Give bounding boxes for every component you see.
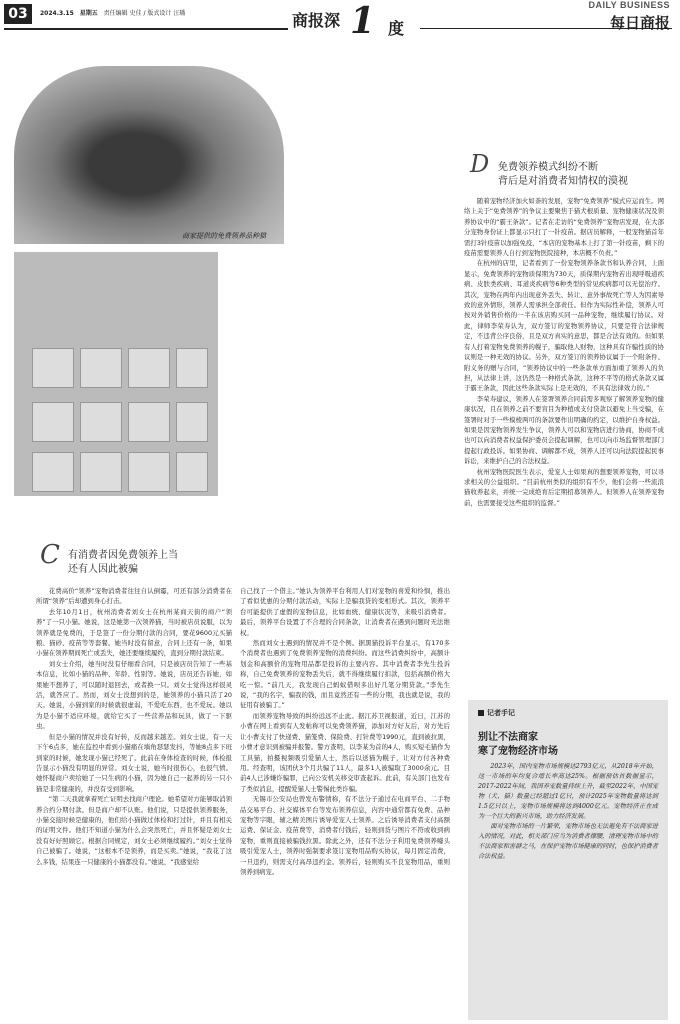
reporter-note-label: 记者手记 xyxy=(478,708,515,718)
paragraph: 面对宠物市场的一片繁荣，宠物市场也无法避免有不法商家进入的情况，对此，相关部门应当为消费者撑腰，清理宠物市场中的不法商家和害群之马，在保护宠物市场健康的同时，也保护消费者合法权益。 xyxy=(478,823,658,860)
header-rule-left xyxy=(4,28,288,30)
editor-credits: 责任编辑 史佳 / 版式设计 汪璠 xyxy=(103,10,186,17)
photo-caption: 商家提供的免费领养品种猫 xyxy=(182,232,266,240)
cage-image xyxy=(176,452,208,492)
paragraph: 在杭州的店里，记者看到了一份宠物领养条款书和认养合同，上面显示，免费领养的宠物质保期为730天，质保期内宠物若出现呼吸道疾病、皮肤类疾病、耳道炎疾病等6种类型的常见疾病都可以无偿治疗。其次，宠物在两年内出现意外丢失、转让、意外事故死亡等人为因素导致的意外情形，领养人需承担全部责任。但作为实际性补偿，领养人可按对外销售价格的一半在该店购买同一品种宠物，继续履行协议。对此，律师李荣寿认为，双方签订的宠物领养协议，只要是符合法律规定，不违背公序良俗，且是双方真实的意思，都是合法有效的。但如果有人打着宠物免费领养的幌子，骗取他人财物，这种具有诈骗性质的协议则是一种无效的协议。另外，双方签订的领养协议属于一个附条件、附义务的赠与合同，“领养协议中的一些条款单方面加重了领养人的负担，从法律上讲，这仍然是一种格式条款，这种不平等的格式条款又属于霸王条款，因此这些条款实际上是无效的，不具有法律效力的。” xyxy=(464,259,664,393)
paragraph: 但是小猫的情况并没有好转，反而越来越差。刘女士说，有一天下午6点多，她在监控中看到小猫痛在墙角瑟瑟发抖，等她8点多下班到家的时候，她发现小猫已经死了。此前在身体检查的时候，体检报告显示小猫没有明显的异常。刘女士说，她当时很伤心，也很气愤。她怀疑商户卖给她了一只生病的小猫，因为她自己一起养的另一只小猫是非常健康的，并没有受到影响。 xyxy=(36,732,232,793)
kitten-photo xyxy=(14,66,284,244)
pet-store-cages-photo xyxy=(14,252,218,496)
column-title-number: 1 xyxy=(350,0,376,42)
paragraph: 刘女士介绍，她当时没有仔细看合同，只是被店员告知了一些基本信息，比如小猫的品种、年龄、性别等。她说，店员还告诉她，如果她不想养了，可以随时退回去，或者换一只。刘女士觉得这样很灵活，就答应了。然而，刘女士没想到的是，她领养的小猫只活了20天。她说，小猫到家的时候就很虚弱，不爱吃东西，也不爱玩。她以为是小猫不适应环境，就给它买了一些营养品和玩具，做了一下驱虫。 xyxy=(36,659,232,731)
cage-image xyxy=(32,402,74,442)
cage-image xyxy=(176,402,208,442)
cage-image xyxy=(80,452,122,492)
paragraph: 去年10月1日，杭州消费者刘女士在杭州某商天街的商户“领养”了一只小猫。她说，这是她第一次领养猫，当时被店员说服，以为领养就是免费的，于是签了一份分期付款的合同，要花9600元买猫粮、猫砂、疫苗等等套餐。她当时没有留意，合同上还有一条，如果小猫在领养期间死亡或丢失，她还要继续履约，直到分期付款结束。 xyxy=(36,607,232,658)
paragraph: 杭州宠物医院医生表示，爱宠人士如果真的想要领养宠物，可以寻求相关的公益组织。“目前杭州类似的组织有不少，他们会将一些流浪猫收养起来，并统一完成绝育后定期招募领养人。但领养人在领养宠物前，也需要接受这些组织的监督。” xyxy=(464,467,664,507)
column-title-a: 商报深 xyxy=(292,11,341,30)
paper-name-en: DAILY BUSINESS xyxy=(588,0,670,10)
cage-image xyxy=(80,348,122,388)
cage-image xyxy=(32,348,74,388)
paragraph: 自己找了一个借主。”她认为领养平台利用人们对宠物的喜爱和怜悯，推出了看似优惠的分期付款活动，实际上是骗我贷的变相形式。其次，领养平台可能提供了虚假的宠物信息，比如血统、健康状况等，来吸引消费者。最后，领养平台设置了不合理的合同条款，让消费者在遇到问题时无法维权。 xyxy=(240,587,450,637)
paragraph: 无锡市公安局也曾发布警情称，有不法分子通过在电商平台、二手物品交易平台、社交媒体平台等发布领养信息，内容中通常都有免费、品种宠物等字眼，辅之精美图片诱导爱宠人士领养。之后诱导消费者支付高额运费、保证金、疫苗费等，消费者付钱后，轻则到货与图片不符或收到病宠物，重则直接被骗钱拉黑。除此之外，还有不法分子利用免费领养噱头吸引爱宠人士，领养时强制要求签订宠物用品购买协议，每月固定消费，一旦违约，则需支付高昂违约金。领养后，轻则购买不良宠物用品，重则领养到病宠。 xyxy=(240,795,450,876)
paper-name-cn: 每日商报 xyxy=(609,14,670,32)
reporter-note-body xyxy=(478,762,658,862)
header-meta xyxy=(40,8,185,17)
reporter-note-title-line1: 别让不法商家 xyxy=(478,732,538,743)
section-d-letter: D xyxy=(470,150,490,178)
cage-image xyxy=(32,452,74,492)
section-d-title-line2: 背后是对消费者知情权的漠视 xyxy=(498,176,628,187)
page-header xyxy=(0,0,680,40)
cage-image xyxy=(128,402,170,442)
reporter-note-title-line2: 寒了宠物经济市场 xyxy=(478,746,558,757)
cage-image xyxy=(80,402,122,442)
section-c-title-line2: 还有人因此被骗 xyxy=(68,564,138,575)
section-c-letter: C xyxy=(40,540,60,570)
column-title-b: 度 xyxy=(388,19,405,38)
issue-date: 2024.3.15 xyxy=(40,10,74,17)
paragraph: 李荣寿建议，领养人在签署领养合同前需多观察了解领养宠物的健康状况，且在领养之前不要盲目为种植或支付贷款以避免上当受骗，在签署时对于一些模棱两可的条款要作出明确的约定，以维护自身权益。如果是因宠物领养发生争议，领养人可以和宠物店进行协商，协商不成也可以向消费者权益保护委员会提起调解，也可以向市场监督管理部门提起行政投诉。如果协商、调解都不成，领养人还可以向法院提起民事诉讼，来维护自己的合法权益。 xyxy=(464,394,664,466)
section-d-body xyxy=(464,196,664,694)
cage-image xyxy=(128,452,170,492)
paragraph: 随着宠物经济加火如荼的发展，宠物“免费领养”模式应运而生。网络上关于“免费领养”的争议主要聚焦于猫犬根质量、宠物健康状况及领养协议中的“霸王条款”。记者在走访的“免费领养”宠物店发现，在大部分宠物身份证上都显示只打了一针疫苗。据店员解释，一般宠物猫首年需打3针疫苗以加强免疫，“本店的宠物基本上打了第一针疫苗，剩下的疫苗需要领养人自行到宠物医院接种，本店概不负责。” xyxy=(464,197,664,258)
section-c-title-line1: 有消费者因免费领养上当 xyxy=(68,550,178,561)
paragraph: 花费高价“领养”宠物消费者往往自认倒霉，可还有部分消费者在所谓“领养”后却遭到身心打击。 xyxy=(36,587,232,606)
section-d-title-line1: 免费领养模式纠纷不断 xyxy=(498,162,598,173)
paragraph: 2023年，国内宠物市场规模达2793亿元，从2018年开始，这一市场的年均复合增长率高达25%。根据预估首数据显示，2017-2022年间，我国养宠数量持续上升，截至2022年，中国宠物（犬、猫）数量已经超过1亿只，预计2025年宠物数量将达到1.5亿只以上，宠物市场规模将达到4000亿元。宠物经济正在成为一个巨大的新兴市场，助力经济发展。 xyxy=(478,763,658,820)
cage-image xyxy=(128,348,170,388)
cage-image xyxy=(176,348,208,388)
issue-weekday: 星期五 xyxy=(79,10,98,17)
page-number: 03 xyxy=(4,4,32,24)
reporter-note-box xyxy=(468,700,668,1020)
section-c-body-left xyxy=(36,586,232,1016)
section-c-body-mid xyxy=(240,586,450,1016)
paragraph: 而领养宠物导致的纠纷远远不止此。据江苏卫视报道，近日，江苏的小曹在网上看到有人发帖称可以免费领养猫，添加对方好友后，对方先后让小曹支付了快递费、猫笼费、保险费、打针费等1990元，直到被拉黑，小曹才意识到被骗并报警。警方查明，以李某为首的4人，购买短毛猫作为工具猫，拍摄视频吸引爱猫人士，然后以送猫为幌子，让对方付各种费用。经查明，该团伙3个月共骗了11人，最多1人被骗取了3000余元。目前4人已涉嫌诈骗罪，已向公安机关移交审查起诉。此前，有关部门也发布了类似消息，提醒爱猫人士警惕此类诈骗。 xyxy=(240,711,450,793)
paragraph: 然而刘女士遇到的情况并不是个例。据黑猫投诉平台显示，有170多个消费者也遇到了免费领养宠物的消费纠纷。而这些消费纠纷中，高额计划金和高额价的宠物用品都是投诉的主要内容。其中消费者李先生投诉称，自己免费领养的宠物丢失后，就不得继续履行扣款，包括高额价格大吃一惊。“前几天，我发现自己蚂蚁借呗多出好几笔分期贷款。”李先生说，“我的名字，骗我的钱，而且竟然还有一些的分期，我也就是说，我的征用有被骗了。” xyxy=(240,639,450,710)
paragraph: “第二天我就拿着死亡证明去找商户理论。她希望对方能够取消领养合约分期付款。但是商户却不认账。他们说，只是提供领养服务，小猫交接时候是健康的，他们给小猫做过体检和打过针，并且有相关的证明文件。他们不知道小猫为什么会突然死亡，并且怀疑是刘女士没有好好照顾它。根据合同规定，刘女士必须继续履约。”刘女士觉得自己被骗了。她说，“这根本不是领养，而是买卖。”她说，“我花了这么多钱，结果连一只健康的小猫都没有。”她说，“我感觉给 xyxy=(36,795,232,866)
